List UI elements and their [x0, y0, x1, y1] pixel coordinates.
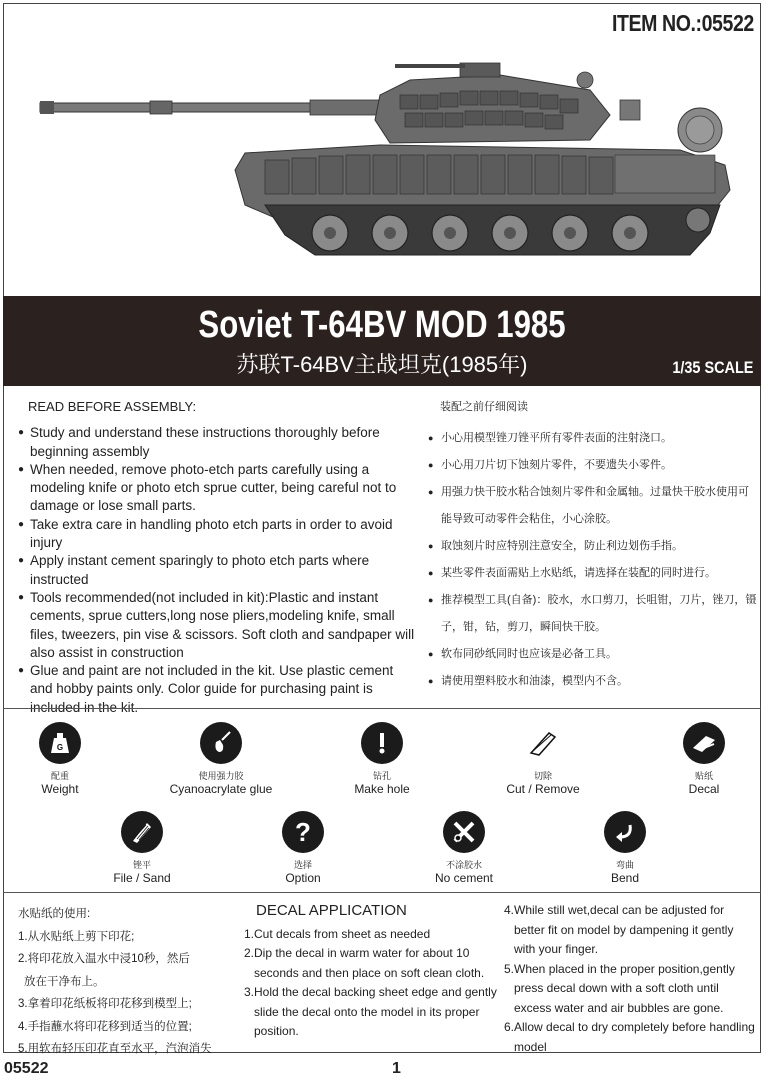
- note-item: ● Glue and paint are not included in the kit. Use plastic cement and hobby paints only. Color guide for purchasing paint is included in the kit.: [18, 662, 418, 717]
- note-item-cn: ● 小心用模型锉刀锉平所有零件表面的注射浇口。: [428, 425, 758, 452]
- decal-instructions-chinese: [18, 903, 238, 1061]
- symbol-bend: 弯曲 Bend: [555, 811, 695, 885]
- symbol-cut: 切除 Cut / Remove: [473, 722, 613, 796]
- decal-heading-cn: 水贴纸的使用:: [18, 908, 91, 920]
- assembly-notes-chinese: [428, 399, 758, 695]
- assembly-notes-english: [18, 398, 418, 717]
- note-item-cn: ● 推荐模型工具(自备)：胶水，水口剪刀，长咀钳，刀片，锉刀，镊子，钳，钻，剪刀，瞬间快干胶。: [428, 587, 758, 641]
- symbol-option: ? 选择 Option: [233, 811, 373, 885]
- option-icon: ?: [282, 811, 324, 853]
- decal-step: 2.Dip the decal in warm water for about 10 seconds and then place on soft clean cloth.: [244, 946, 485, 980]
- notes-heading: READ BEFORE ASSEMBLY:: [28, 399, 197, 414]
- decal-step: 3.Hold the decal backing sheet edge and gently slide the decal onto the model in its proper position.: [244, 985, 497, 1038]
- note-item-cn: ● 取蚀刻片时应特别注意安全，防止利边划伤手指。: [428, 533, 758, 560]
- title-english: Soviet T-64BV MOD 1985: [198, 304, 566, 346]
- title-chinese: 苏联T-64BV主战坦克(1985年): [236, 352, 528, 377]
- note-item-cn: ● 软布同砂纸同时也应该是必备工具。: [428, 641, 758, 668]
- note-item: ● When needed, remove photo-etch parts carefully using a modeling knife or photo etch sprue cutter, being careful not to damage or lose small parts.: [18, 461, 418, 516]
- decal-step-cn: 5.用软布轻压印花直至水平，汽泡消失: [18, 1043, 212, 1055]
- decal-icon: [683, 722, 725, 764]
- weight-icon: [39, 722, 81, 764]
- notes-heading-cn: 装配之前仔细阅读: [440, 401, 528, 413]
- decal-step-cn: 1.从水贴纸上剪下印花;: [18, 930, 135, 943]
- decal-instructions-english-continued: [504, 901, 756, 1057]
- symbol-no-cement: 不涂胶水 No cement: [394, 811, 534, 885]
- section-divider: [3, 892, 761, 893]
- symbol-weight: G 配重 Weight: [0, 722, 130, 796]
- section-divider: [3, 708, 761, 709]
- note-item-cn: ● 请使用塑料胶水和油漆，模型内不含。: [428, 668, 758, 695]
- decal-step-cn: 3.拿着印花纸板将印花移到模型上;: [18, 998, 192, 1010]
- note-item: ● Tools recommended(not included in kit):Plastic and instant cements, sprue cutters,long nose pliers,modeling knife, small files, tweezers, pin vise & scissors. Soft cloth and sandpaper will also assist in construction: [18, 589, 418, 662]
- bend-icon: [604, 811, 646, 853]
- scale-label: 1/35 SCALE: [671, 358, 753, 377]
- decal-step-cn: 4.手指蘸水将印花移到适当的位置;: [18, 1020, 192, 1033]
- note-item: ● Study and understand these instructions thoroughly before beginning assembly: [18, 424, 418, 461]
- decal-step: 6.Allow decal to dry completely before handling model: [504, 1020, 755, 1054]
- decal-step: 4.While still wet,decal can be adjusted for better fit on model by dampening it gently with your finger.: [504, 903, 734, 956]
- decal-step: 1.Cut decals from sheet as needed: [244, 926, 431, 941]
- note-item-cn: ● 用强力快干胶水粘合蚀刻片零件和金属轴。过量快干胶水使用可能导致可动零件会粘住，小心涂胶。: [428, 479, 758, 533]
- page-number: 1: [392, 1060, 401, 1077]
- note-item-cn: ● 某些零件表面需贴上水贴纸，请选择在装配的同时进行。: [428, 560, 758, 587]
- decal-heading: DECAL APPLICATION: [256, 902, 407, 919]
- tank-illustration: [30, 55, 740, 275]
- note-item-cn: ● 小心用刀片切下蚀刻片零件，不要遗失小零件。: [428, 452, 758, 479]
- symbol-drill: 钻孔 Make hole: [312, 722, 452, 796]
- decal-step-cn: 2.将印花放入温水中浸10秒，然后: [18, 953, 190, 965]
- title-banner: [3, 296, 761, 386]
- item-number: ITEM NO.:05522: [612, 10, 754, 36]
- footer-item-code: 05522: [4, 1060, 49, 1077]
- no-cement-icon: [443, 811, 485, 853]
- glue-icon: [200, 722, 242, 764]
- decal-step-cn: 放在干净布上。: [24, 975, 105, 988]
- symbol-decal: 贴纸 Decal: [634, 722, 766, 796]
- decal-instructions-english: [244, 901, 502, 1042]
- symbol-glue: 使用强力胶 Cyanoacrylate glue: [151, 722, 291, 796]
- drill-icon: [361, 722, 403, 764]
- decal-step: 5.When placed in the proper position,gently press decal down with a soft cloth until excess water and air bubbles are gone.: [504, 961, 735, 1015]
- symbol-file: 锉平 File / Sand: [72, 811, 212, 885]
- file-icon: [121, 811, 163, 853]
- note-item: ● Take extra care in handling photo etch parts in order to avoid injury: [18, 516, 418, 553]
- cut-icon: [522, 722, 564, 764]
- svg-text:G: G: [56, 743, 64, 752]
- note-item: ● Apply instant cement sparingly to photo etch parts where instructed: [18, 552, 418, 589]
